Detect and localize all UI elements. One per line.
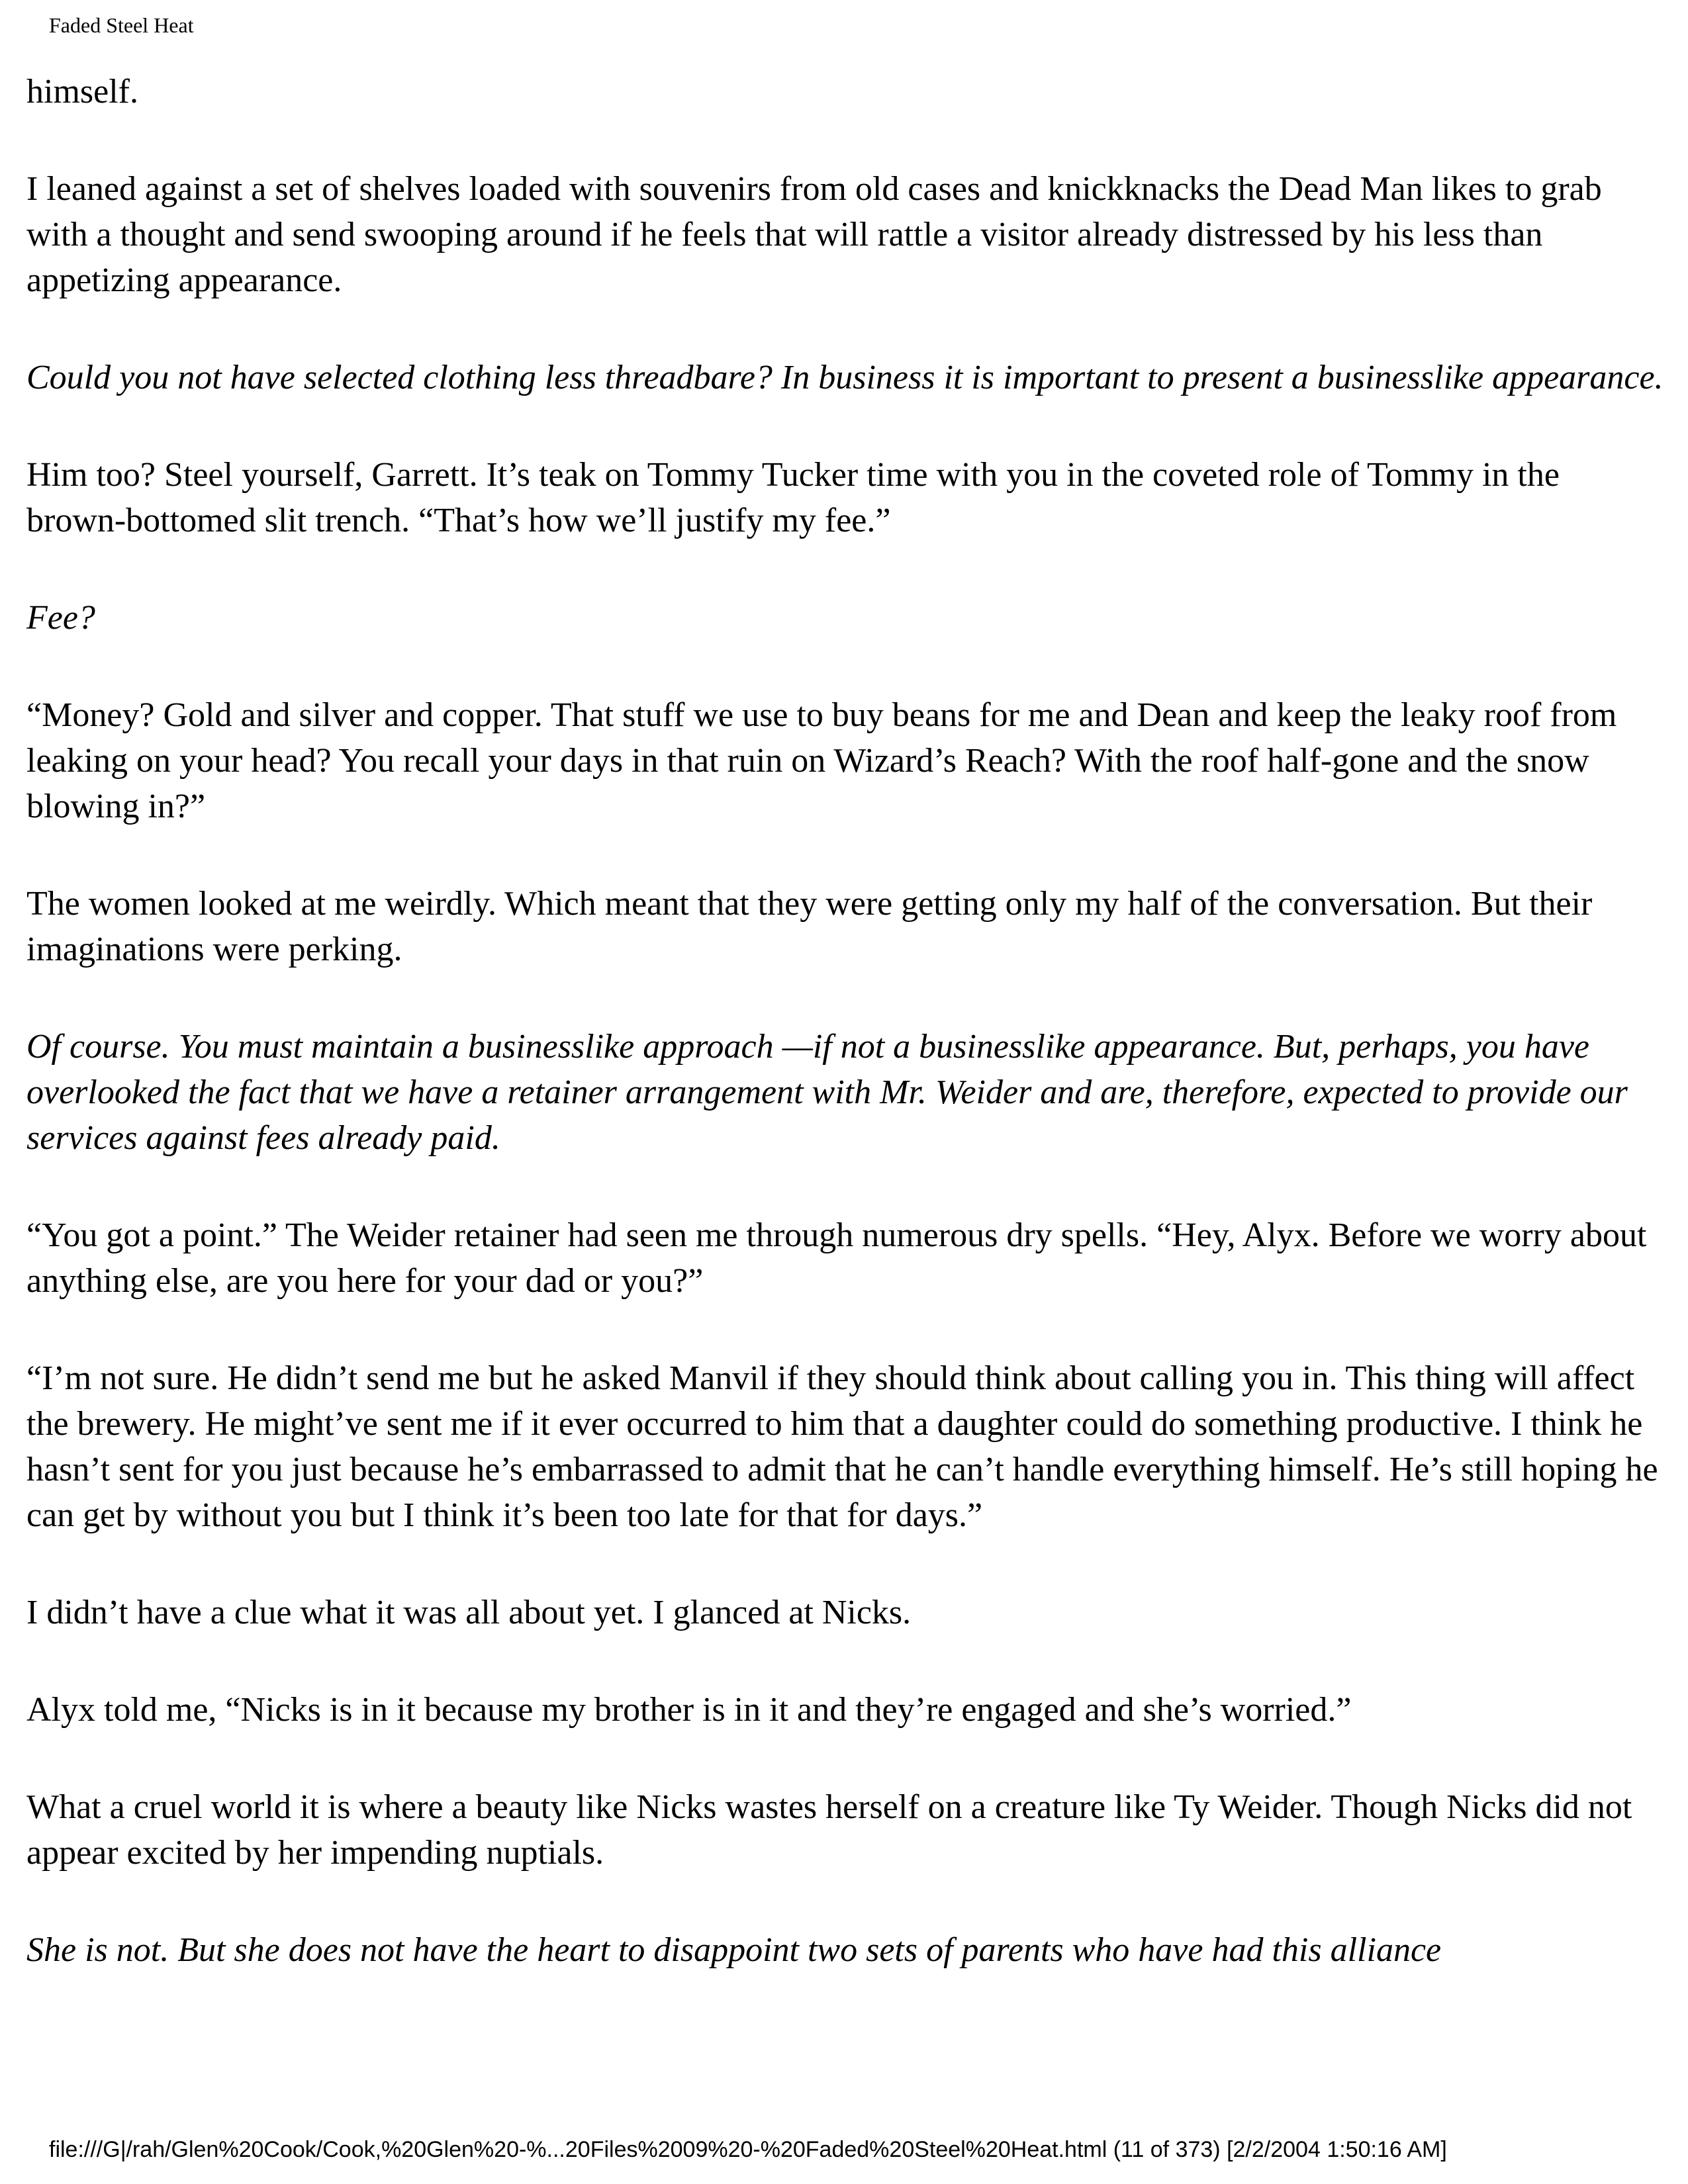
document-body [26,69,1665,1973]
page-footer-file-path: file:///G|/rah/Glen%20Cook/Cook,%20Glen%20-%...20Files%2009%20-%20Faded%20Steel%20Heat.html (11 of 373) [2/2/2004 1:50:16 AM] [49,2137,1447,2162]
paragraph: “You got a point.” The Weider retainer had seen me through numerous dry spells. “Hey, Alyx. Before we worry about anything else, are you here for your dad or you?” [26,1216,1647,1300]
paragraph-italic: She is not. But she does not have the heart to disappoint two sets of parents who have had this alliance [26,1931,1442,1969]
paragraph: himself. [26,73,138,111]
paragraph-italic: Fee? [26,599,95,637]
paragraph: I didn’t have a clue what it was all about yet. I glanced at Nicks. [26,1594,912,1631]
paragraph: I leaned against a set of shelves loaded with souvenirs from old cases and knickknacks the Dead Man likes to grab with a thought and send swooping around if he feels that will rattle a visitor already distressed by his less than appetizing appearance. [26,170,1602,299]
paragraph: “I’m not sure. He didn’t send me but he asked Manvil if they should think about calling you in. This thing will affect the brewery. He might’ve sent me if it ever occurred to him that a daughter could do something productive. I think he hasn’t sent for you just because he’s embarrassed to admit that he can’t handle everything himself. He’s still hoping he can get by without you but I think it’s been too late for that for days.” [26,1359,1658,1534]
paragraph: “Money? Gold and silver and copper. That stuff we use to buy beans for me and Dean and keep the leaky roof from leaking on your head? You recall your days in that ruin on Wizard’s Reach? With the roof half-gone and the snow blowing in?” [26,696,1617,825]
paragraph-italic: Could you not have selected clothing less threadbare? In business it is important to present a businesslike appearance. [26,359,1664,396]
paragraph: Alyx told me, “Nicks is in it because my brother is in it and they’re engaged and she’s worried.” [26,1691,1352,1729]
paragraph: The women looked at me weirdly. Which meant that they were getting only my half of the conversation. But their imaginations were perking. [26,885,1593,968]
paragraph: What a cruel world it is where a beauty like Nicks wastes herself on a creature like Ty Weider. Though Nicks did not appear excited by her impending nuptials. [26,1788,1632,1872]
page-header-title: Faded Steel Heat [49,13,194,37]
paragraph: Him too? Steel yourself, Garrett. It’s teak on Tommy Tucker time with you in the coveted role of Tommy in the brown-bottomed slit trench. “That’s how we’ll justify my fee.” [26,456,1560,539]
paragraph-italic: Of course. You must maintain a businesslike approach —if not a businesslike appearance. But, perhaps, you have overlooked the fact that we have a retainer arrangement with Mr. Weider and are, therefore, expected to provide our services against fees already paid. [26,1028,1628,1157]
